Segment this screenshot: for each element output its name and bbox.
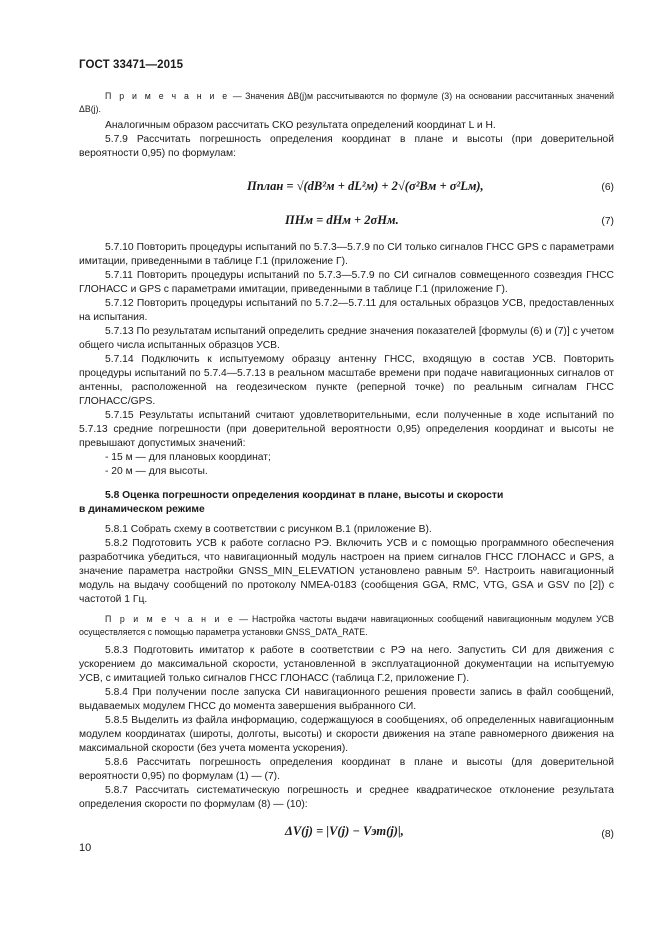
formula-number: (7) (601, 216, 614, 227)
paragraph: 5.8.3 Подготовить имитатор к работе в соответствии с РЭ на него. Запустить СИ для движения с ускорением до максимальной скорости, установленной в эксплуатационной документации на испытуемую УСВ, с имитацией только сигналов ГНСС ГЛОНАСС (таблица Г.2, приложение Г). (79, 645, 614, 684)
formula-number: (8) (601, 829, 614, 840)
paragraph: 5.7.10 Повторить процедуры испытаний по 5.7.3—5.7.9 по СИ только сигналов ГНСС GPS с параметрами имитации, приведенными в таблице Г.1 (приложение Г). (79, 242, 614, 267)
paragraph: 5.8.6 Рассчитать погрешность определения координат в плане и высоты (для доверительной вероятности 0,95) по формулам (1) — (7). (79, 757, 614, 782)
paragraph: 5.8.7 Рассчитать систематическую погрешность и среднее квадратическое отклонение результата определения скорости по формулам (8) — (10): (79, 785, 614, 810)
paragraph: 5.8.2 Подготовить УСВ к работе согласно РЭ. Включить УСВ и с помощью программного обеспечения разработчика убедиться, что навигационный модуль настроен на прием сигналов ГНСС ГЛОНАСС и GPS, а значение параметра настройки GNSS_MIN_ELEVATION установлено равным 5º. Настроить навигационный модуль на выдачу сообщений по протоколу NMEA-0183 (сообщения GGA, RMC, VTG, GSA и GSV по [2]) с частотой 1 Гц. (79, 538, 614, 605)
list-item: - 15 м — для плановых координат; (105, 452, 271, 463)
paragraph: Аналогичным образом рассчитать СКО результата определений координат L и H. (105, 120, 496, 131)
note-2 (79, 613, 614, 638)
page-content (79, 88, 614, 850)
formula-8 (79, 820, 614, 846)
formula-7 (79, 207, 614, 237)
note-label: П р и м е ч а н и е (105, 91, 230, 101)
page-number: 10 (79, 842, 92, 854)
note-text: — Настройка частоты выдачи навигационных сообщений навигационным модулем УСВ осуществляется с помощью параметра установки GNSS_DATA_RATE. (79, 614, 614, 637)
formula-expression: ΔV(j) = |V(j) − Vэт(j)|, (285, 824, 404, 838)
paragraph: 5.8.1 Собрать схему в соответствии с рисунком В.1 (приложение В). (105, 524, 432, 535)
paragraph: 5.7.13 По результатам испытаний определить средние значения показателей [формулы (6) и (7)] с учетом общего числа испытанных образцов УСВ. (79, 326, 614, 351)
paragraph: 5.7.11 Повторить процедуры испытаний по 5.7.3—5.7.9 по СИ сигналов совмещенного созвездия ГНСС ГЛОНАСС и GPS с параметрами имитации, приведенными в таблице Г.1 (приложение Г). (79, 270, 614, 295)
section-heading (79, 489, 614, 517)
heading-line-1: 5.8 Оценка погрешности определения координат в плане, высоты и скорости (105, 490, 504, 501)
paragraph: 5.7.14 Подключить к испытуемому образцу антенну ГНСС, входящую в состав УСВ. Повторить процедуры испытаний по 5.7.4—5.7.13 в реальном масштабе времени при подаче навигационных сигналов от антенны, расположенной на геодезическом пункте (реперной точке) по реальным сигналам ГНСС ГЛОНАСС/GPS. (79, 354, 614, 407)
heading-line-2: в динамическом режиме (79, 504, 205, 515)
note-label: П р и м е ч а н и е (105, 614, 235, 624)
formula-6 (79, 173, 614, 203)
standard-header: ГОСТ 33471—2015 (79, 59, 184, 71)
paragraph: 5.8.4 При получении после запуска СИ навигационного решения провести запись в файл сообщений, выдаваемых модулем ГНСС до момента завершения выбранного СИ. (79, 687, 614, 712)
note-text: — Значения ΔB(j)м рассчитываются по формуле (3) на основании рассчитанных значений ΔB(j). (79, 91, 614, 114)
formula-expression: ПHм = dHм + 2σHм. (285, 213, 399, 227)
formula-expression: Пплан = √(dB²м + dL²м) + 2√(σ²Bм + σ²Lм), (247, 179, 484, 193)
list-item: - 20 м — для высоты. (105, 466, 208, 477)
paragraph: 5.7.12 Повторить процедуры испытаний по 5.7.2—5.7.11 для остальных образцов УСВ, предоставленных на испытания. (79, 298, 614, 323)
paragraph: 5.7.9 Рассчитать погрешность определения координат в плане и высоты (при доверительной вероятности 0,95) по формулам: (79, 134, 614, 159)
note-1 (79, 90, 614, 115)
paragraph: 5.7.15 Результаты испытаний считают удовлетворительными, если полученные в ходе испытаний по 5.7.13 средние погрешности (при доверительной вероятности 0,95) определения координат и высоты не превышают допустимых значений: (79, 410, 614, 449)
paragraph: 5.8.5 Выделить из файла информацию, содержащуюся в сообщениях, об определенных навигационным модулем координатах (широты, долготы, высоты) и скорости движения на этапе равномерного движения на максимальной скорости (без учета момента ускорения). (79, 715, 614, 754)
formula-number: (6) (601, 182, 614, 193)
